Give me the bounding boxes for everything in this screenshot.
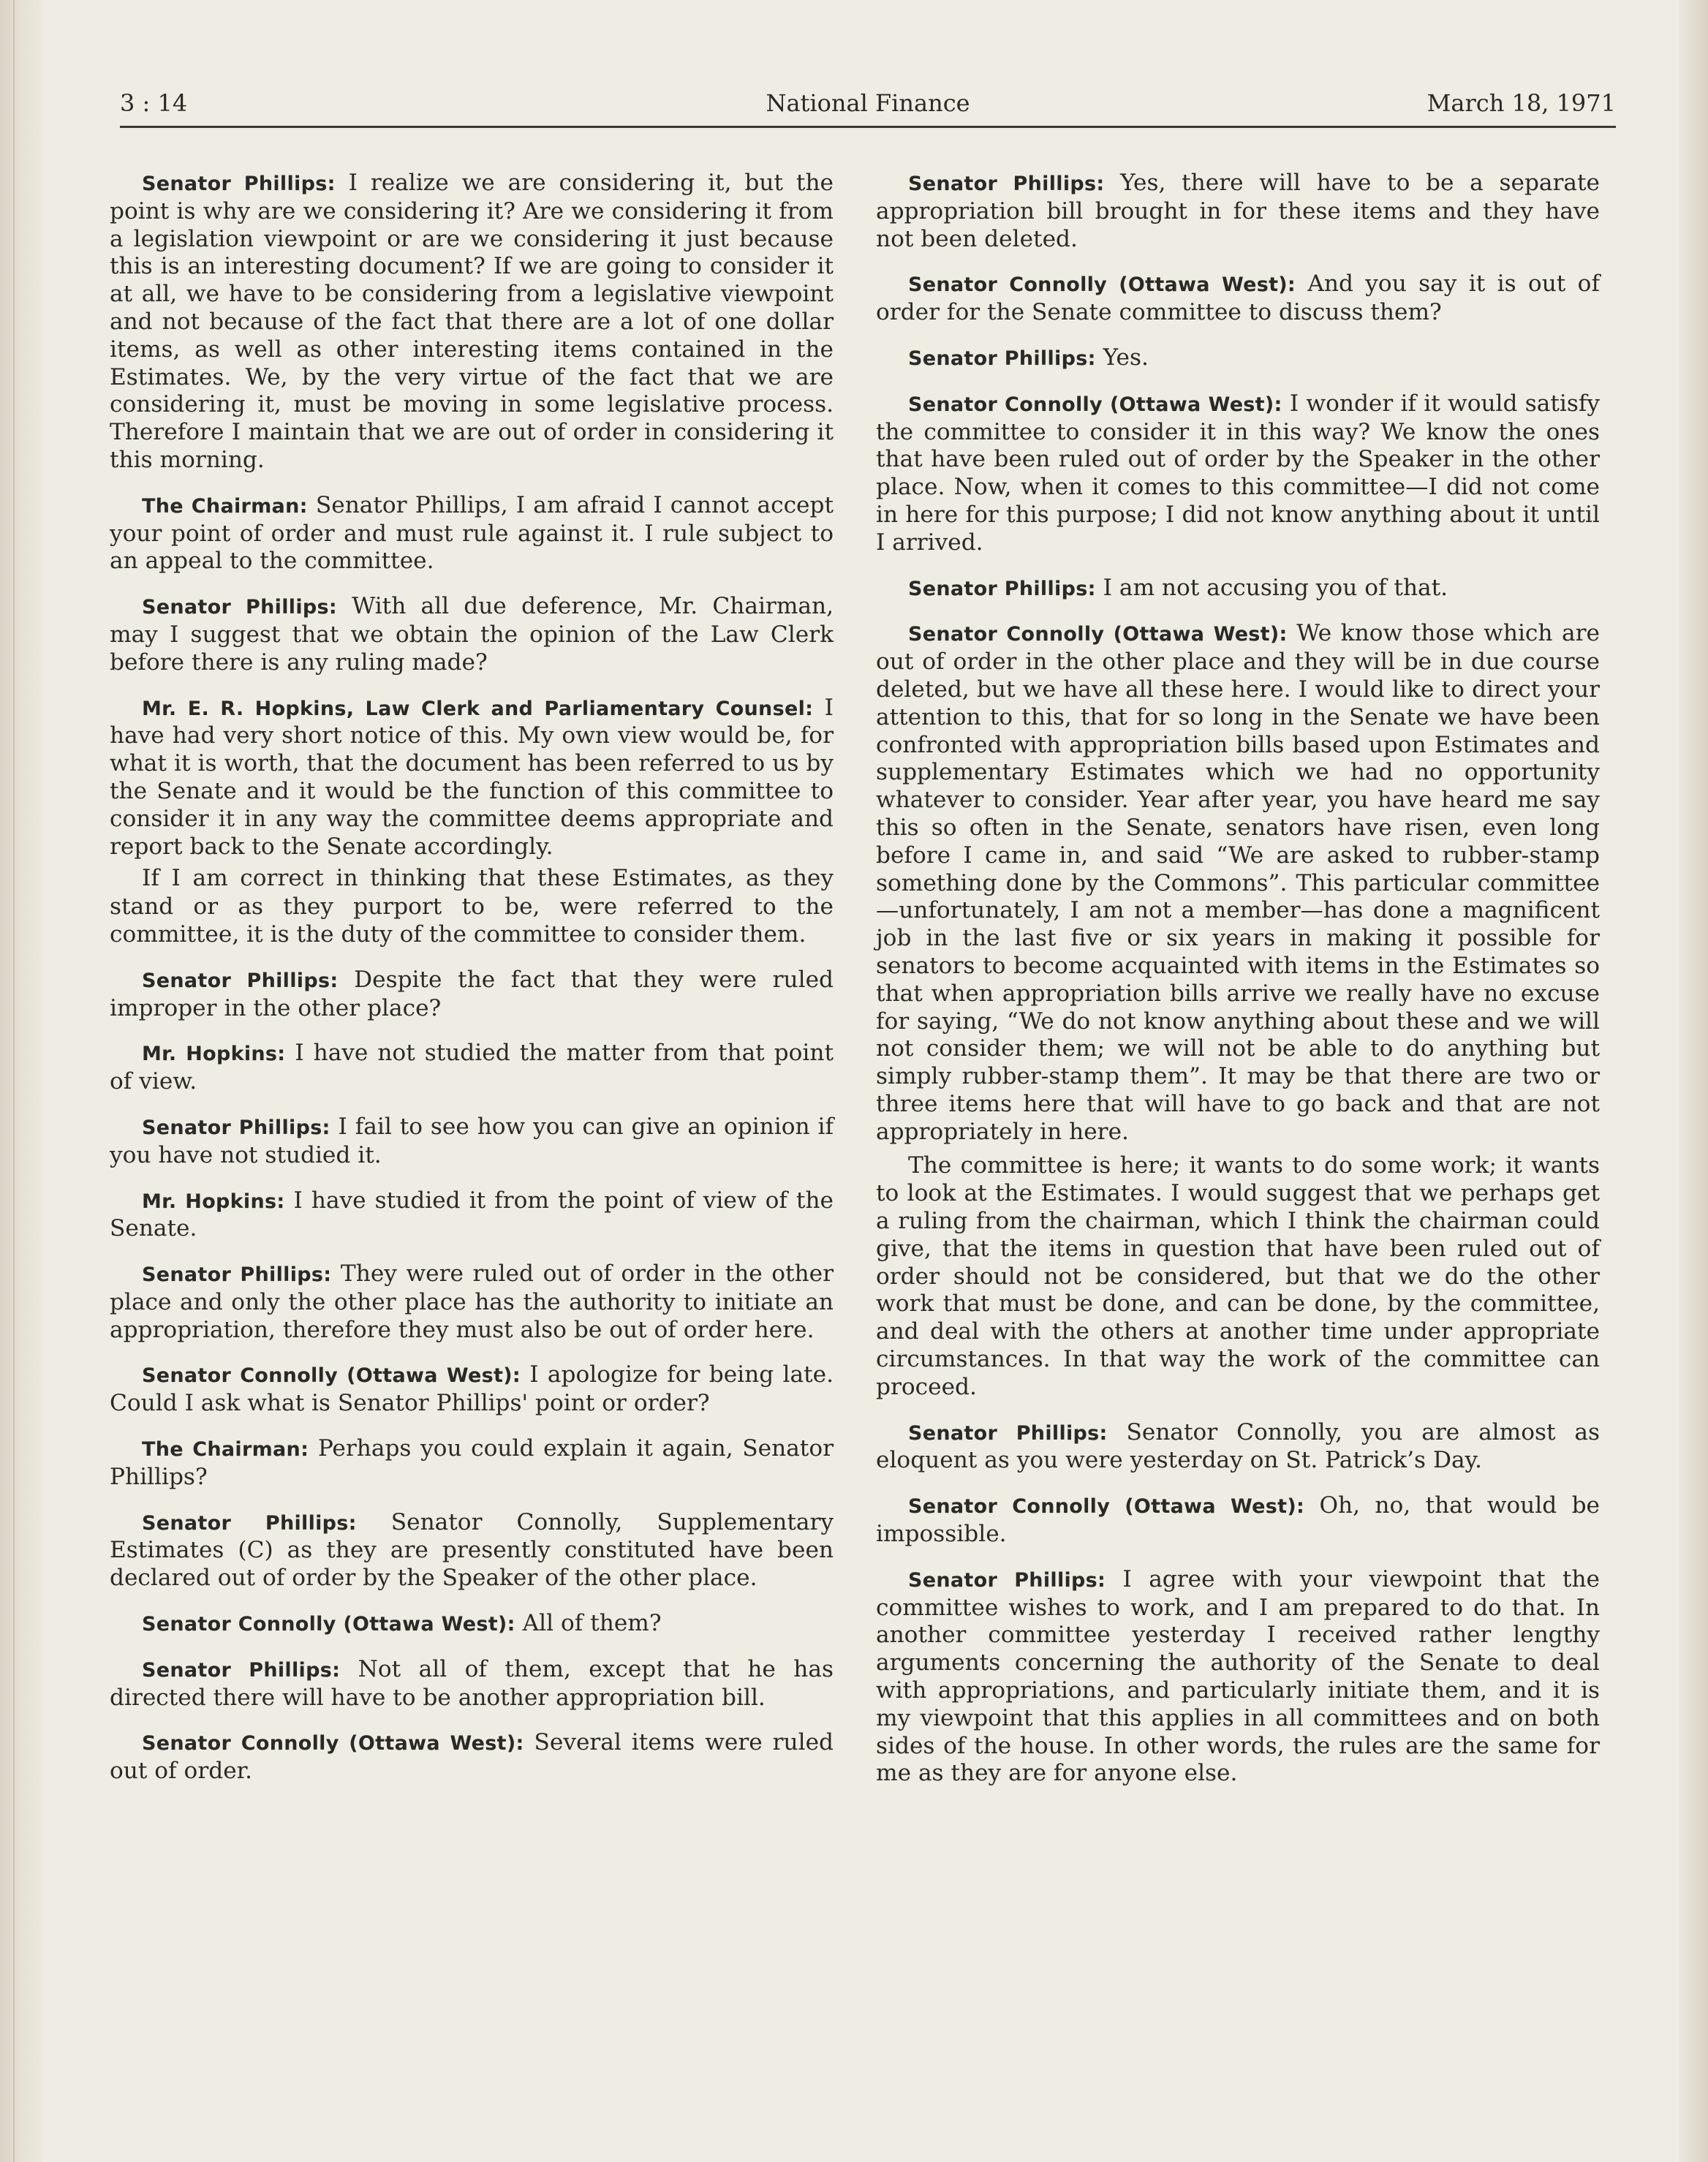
speech-text: Perhaps you could explain it again, Senator Phillips? bbox=[110, 1435, 834, 1490]
paragraph bbox=[110, 967, 834, 1023]
paragraph bbox=[876, 170, 1600, 253]
speaker-name: The Chairman: bbox=[142, 494, 308, 518]
speech-text: I agree with your viewpoint that the committee wishes to work, and I am prepared to do that. In another committee yesterday I received rather lengthy arguments concerning the authority of the Senate to deal with appropriations, and particularly initiate them, and it is my viewpoint that this applies in all committees and on both sides of the house. In other words, the rules are the same for me as they are for anyone else. bbox=[876, 1565, 1600, 1787]
speaker-name: Senator Phillips: bbox=[142, 1116, 330, 1139]
speech-text: With all due deference, Mr. Chairman, may I suggest that we obtain the opinion of the Law Clerk before there is any ruling made? bbox=[110, 593, 834, 676]
paragraph bbox=[876, 1419, 1600, 1475]
speaker-name: Senator Phillips: bbox=[142, 596, 337, 619]
speech-text: I have not studied the matter from that point of view. bbox=[110, 1040, 834, 1095]
paragraph bbox=[876, 1152, 1600, 1402]
paragraph bbox=[110, 1729, 834, 1785]
paragraph bbox=[110, 1260, 834, 1344]
speaker-name: Senator Phillips: bbox=[142, 1263, 332, 1287]
speaker-name: Senator Connolly (Ottawa West): bbox=[142, 1613, 515, 1636]
paragraph bbox=[110, 170, 834, 475]
speech-text: Yes, there will have to be a separate appropriation bill brought in for these items and they have not been deleted. bbox=[876, 170, 1600, 252]
speech-text: The committee is here; it wants to do some work; it wants to look at the Estimates. I would suggest that we perhaps get a ruling from the chairman, which I think the chairman could give, that the items in question that have been ruled out of order should not be considered, but that we do the other work that must be done, and can be done, by the committee, and deal with the others at another time under appropriate circumstances. In that way the work of the committee can proceed. bbox=[876, 1152, 1600, 1400]
page-binding-edge bbox=[0, 0, 42, 2162]
speech-text: And you say it is out of order for the Senate committee to discuss them? bbox=[876, 271, 1601, 326]
speech-text: I have studied it from the point of view of the Senate. bbox=[110, 1187, 834, 1242]
paragraph bbox=[876, 344, 1600, 373]
speaker-name: Senator Connolly (Ottawa West): bbox=[908, 273, 1296, 297]
speaker-name: The Chairman: bbox=[142, 1438, 309, 1462]
speaker-name: Mr. Hopkins: bbox=[142, 1190, 285, 1213]
speech-text: Senator Connolly, Supplementary Estimates (C) as they are presently constituted have been declared out of order by the Speaker of the other place. bbox=[110, 1508, 834, 1592]
speech-text: Oh, no, that would be impossible. bbox=[876, 1492, 1600, 1548]
paragraph bbox=[110, 593, 834, 676]
paragraph bbox=[110, 1656, 834, 1712]
paragraph bbox=[876, 620, 1600, 1146]
speaker-name: Senator Phillips: bbox=[908, 1421, 1108, 1445]
header-title: National Finance bbox=[766, 89, 970, 117]
speaker-name: Senator Phillips: bbox=[142, 1658, 341, 1682]
speech-text: I realize we are considering it, but the point is why are we considering it? Are we considering it from a legislation viewpoint or are we considering it just because this is an interesting document? If we are going to consider it at all, we have to be considering from a legislative viewpoint and not because of the fact that there are a lot of one dollar items, as well as other interesting items contained in the Estimates. We, by the very virtue of the fact that we are considering it, must be moving in some legislative process. Therefore I maintain that we are out of order in considering it this morning. bbox=[110, 170, 834, 473]
speech-text: I am not accusing you of that. bbox=[1095, 574, 1448, 601]
speaker-name: Senator Connolly (Ottawa West): bbox=[908, 1495, 1305, 1519]
paragraph bbox=[110, 865, 834, 948]
speech-text: I have had very short notice of this. My own view would be, for what it is worth, that the document has been referred to us by the Senate and it would be the function of this committee to consider it in any way the committee deems appropriate and report back to the Senate accordingly. bbox=[110, 694, 834, 860]
speech-text: We know those which are out of order in the other place and they will be in due course deleted, but we have all these here. I would like to direct your attention to this, that for so long in the Senate we have been confronted with appropriation bills based upon Estimates and supplementary Estimates which we had no opportunity whatever to consider. Year after year, you have heard me say this so often in the Senate, senators have risen, even long before I came in, and said “We are asked to rubber-stamp something done by the Commons”. This particular committee—unfortunately, I am not a member—has done a magnificent job in the last five or six years in making it possible for senators to become acquainted with items in the Estimates so that when appropriation bills arrive we really have no excuse for saying, “We do not know anything about these and we will not consider them; we will not be able to do anything but simply rubber-stamp them”. It may be that there are two or three items here that will have to go back and that are not appropriately in here. bbox=[876, 620, 1600, 1145]
speaker-name: Mr. E. R. Hopkins, Law Clerk and Parliamentary Counsel: bbox=[142, 697, 814, 720]
speech-text: I fail to see how you can give an opinion if you have not studied it. bbox=[110, 1113, 834, 1168]
speaker-name: Senator Phillips: bbox=[908, 173, 1105, 195]
speaker-name: Senator Phillips: bbox=[908, 347, 1096, 370]
paragraph bbox=[110, 1435, 834, 1492]
speech-text: I wonder if it would satisfy the committee to consider it in this way? We know the ones that have been ruled out of order by the Speaker in the other place. Now, when it comes to this committee—I did not come in here for this purpose; I did not know anything about it until I arrived. bbox=[876, 390, 1601, 556]
paragraph bbox=[110, 1040, 834, 1096]
page-header bbox=[120, 82, 1616, 126]
page-number: 3 : 14 bbox=[120, 89, 188, 117]
paragraph bbox=[110, 1361, 834, 1418]
speech-text: Despite the fact that they were ruled improper in the other place? bbox=[110, 966, 834, 1021]
paragraph bbox=[876, 1492, 1600, 1549]
right-column bbox=[876, 170, 1600, 1805]
speech-text: Senator Connolly, you are almost as eloquent as you were yesterday on St. Patrick’s Day. bbox=[876, 1418, 1600, 1474]
speaker-name: Senator Phillips: bbox=[142, 173, 336, 195]
paragraph bbox=[110, 1509, 834, 1592]
left-column bbox=[110, 170, 834, 1803]
speech-text: They were ruled out of order in the other place and only the other place has the authority to initiate an appropriation, therefore they must also be out of order here. bbox=[110, 1260, 834, 1343]
speaker-name: Senator Connolly (Ottawa West): bbox=[142, 1732, 524, 1755]
paragraph bbox=[110, 695, 834, 861]
speaker-name: Senator Phillips: bbox=[142, 1511, 357, 1535]
speaker-name: Senator Phillips: bbox=[908, 577, 1096, 600]
speech-text: Not all of them, except that he has directed there will have to be another appropriation bill. bbox=[110, 1655, 834, 1711]
paragraph bbox=[110, 1114, 834, 1170]
speech-text: All of them? bbox=[515, 1610, 662, 1637]
paragraph bbox=[110, 1187, 834, 1244]
speaker-name: Senator Connolly (Ottawa West): bbox=[908, 623, 1288, 646]
paragraph bbox=[876, 390, 1600, 557]
speech-text: Several items were ruled out of order. bbox=[110, 1729, 834, 1785]
speaker-name: Senator Phillips: bbox=[908, 1568, 1106, 1592]
speaker-name: Senator Phillips: bbox=[142, 969, 339, 992]
paragraph bbox=[110, 492, 834, 575]
speech-text: Senator Phillips, I am afraid I cannot accept your point of order and must rule against it. I rule subject to an appeal to the committee. bbox=[110, 491, 834, 575]
speaker-name: Senator Connolly (Ottawa West): bbox=[142, 1364, 521, 1388]
paragraph bbox=[876, 271, 1600, 327]
paragraph bbox=[876, 575, 1600, 603]
page-right-edge bbox=[1679, 0, 1708, 2162]
speech-text: If I am correct in thinking that these Estimates, as they stand or as they purport to be, were referred to the committee, it is the duty of the committee to consider them. bbox=[110, 865, 834, 948]
header-date: March 18, 1971 bbox=[1427, 89, 1616, 117]
header-rule bbox=[120, 126, 1616, 128]
speaker-name: Senator Connolly (Ottawa West): bbox=[908, 393, 1282, 416]
speech-text: Yes. bbox=[1095, 344, 1149, 371]
speaker-name: Mr. Hopkins: bbox=[142, 1043, 286, 1066]
paragraph bbox=[110, 1610, 834, 1638]
speech-text: I apologize for being late. Could I ask what is Senator Phillips' point or order? bbox=[110, 1361, 834, 1417]
paragraph bbox=[876, 1566, 1600, 1788]
